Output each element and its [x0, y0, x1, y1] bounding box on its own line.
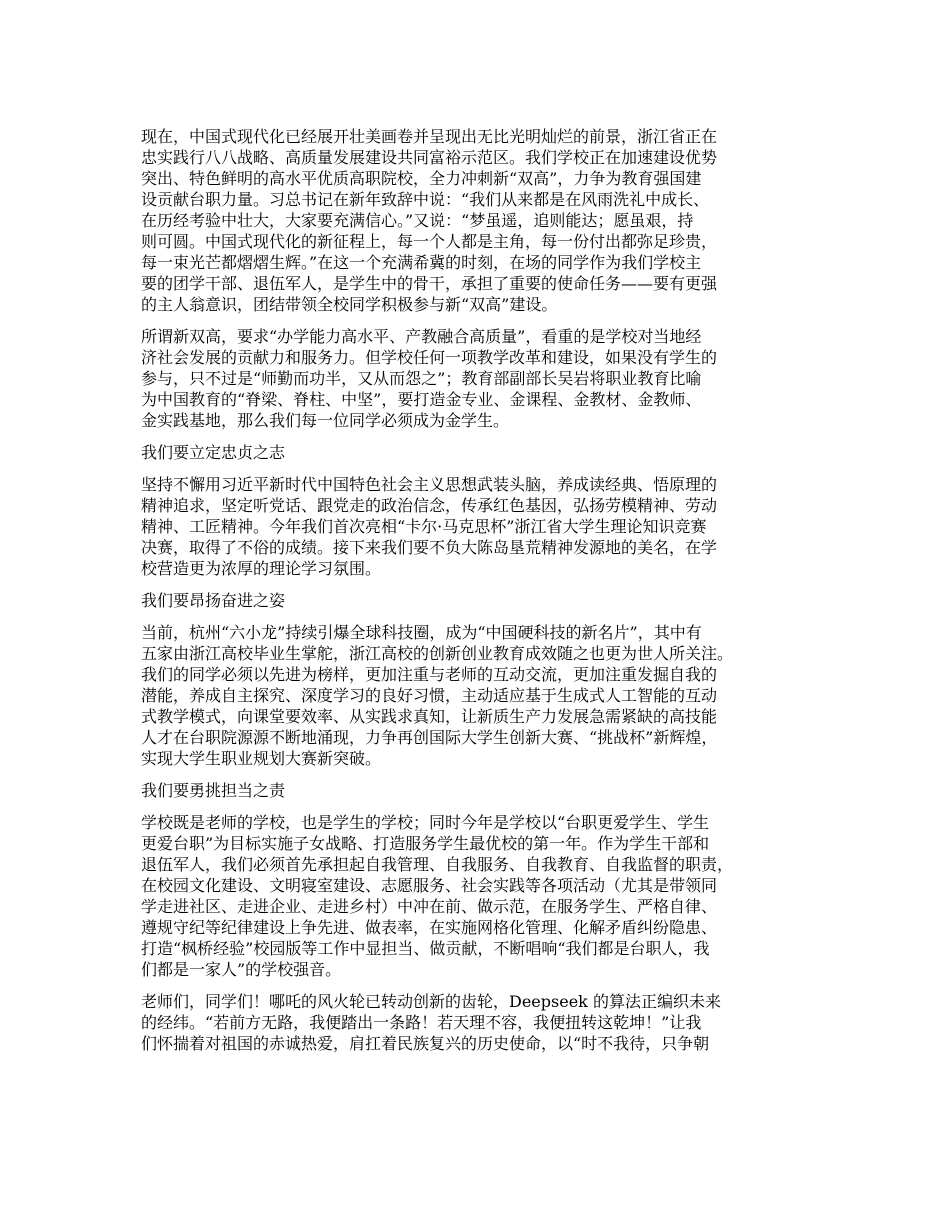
text-line: 我们的同学必须以先进为榜样，更加注重与老师的互动交流，更加注重发掘自我的: [141, 665, 718, 684]
text-line: 更爱台职”为目标实施子女战略、打造服务学生最优校的第一年。作为学生干部和: [141, 834, 710, 853]
heading-text: 我们要昂扬奋进之姿: [141, 591, 286, 610]
text-line: 忠实践行八八战略、高质量发展建设共同富裕示范区。我们学校正在加速建设优势: [141, 148, 718, 167]
text-line: 济社会发展的贡献力和服务力。但学校任何一项教学改革和建设，如果没有学生的: [141, 348, 718, 367]
text-line: 突出、特色鲜明的高水平优质高职院校，全力冲刺新“双高”，力争为教育强国建: [141, 169, 702, 188]
section-heading-striving: [141, 590, 831, 611]
text-line: 五家由浙江高校毕业生掌舵，浙江高校的创新创业教育成效随之也更为世人所关注。: [141, 644, 734, 663]
text-line: 的主人翁意识，团结带领全校同学积极参与新“双高”建设。: [141, 295, 558, 314]
paragraph-closing: [141, 991, 831, 1054]
text-line: 坚持不懈用习近平新时代中国特色社会主义思想武装头脑，养成读经典、悟原理的: [141, 475, 718, 494]
text-line: 校营造更为浓厚的理论学习氛围。: [141, 559, 382, 578]
text-line: 在历经考验中壮大，大家要充满信心。”又说：“梦虽遥，追则能达；愿虽艰，持: [141, 211, 694, 230]
text-line: 要的团学干部、退伍军人，是学生中的骨干，承担了重要的使命任务——要有更强: [141, 274, 718, 293]
text-line: 学校既是老师的学校，也是学生的学校；同时今年是学校以“台职更爱学生、学生: [141, 813, 710, 832]
text-line: 当前，杭州“六小龙”持续引爆全球科技圈，成为“中国硬科技的新名片”，其中有: [141, 623, 702, 642]
text-line: 精神、工匠精神。今年我们首次亮相“卡尔·马克思杯”浙江省大学生理论知识竞赛: [141, 517, 707, 536]
text-line: 退伍军人，我们必须首先承担起自我管理、自我服务、自我教育、自我监督的职责，: [141, 855, 734, 874]
section-heading-responsibility: [141, 780, 831, 801]
text-line: 的经纬。“若前方无路，我便踏出一条路！若天理不容，我便扭转这乾坤！”让我: [141, 1013, 702, 1032]
text-line: 老师们，同学们！哪吒的风火轮已转动创新的齿轮，Deepseek 的算法正编织未来: [141, 992, 721, 1011]
paragraph-new-double-high: [141, 326, 831, 431]
text-line: 每一束光芒都熠熠生辉。”在这一个充满希冀的时刻，在场的同学作为我们学校主: [141, 253, 702, 272]
text-line: 为中国教育的“脊梁、脊柱、中坚”，要打造金专业、金课程、金教材、金教师、: [141, 390, 702, 409]
text-line: 所谓新双高，要求“办学能力高水平、产教融合高质量”，看重的是学校对当地经: [141, 327, 702, 346]
text-line: 人才在台职院源源不断地涌现，力争再创国际大学生创新大赛、“挑战杯”新辉煌，: [141, 728, 718, 747]
paragraph-responsibility: [141, 812, 831, 980]
heading-text: 我们要勇挑担当之责: [141, 781, 286, 800]
text-line: 打造“枫桥经验”校园版等工作中显担当、做贡献，不断唱响“我们都是台职人，我: [141, 939, 710, 958]
heading-text: 我们要立定忠贞之志: [141, 443, 286, 462]
text-line: 们怀揣着对祖国的赤诚热爱，肩扛着民族复兴的历史使命，以“时不我待，只争朝: [141, 1034, 710, 1053]
paragraph-intro: [141, 126, 831, 315]
text-line: 现在，中国式现代化已经展开壮美画卷并呈现出无比光明灿烂的前景，浙江省正在: [141, 127, 718, 146]
text-line: 们都是一家人”的学校强音。: [141, 960, 342, 979]
text-line: 遵规守纪等纪律建设上争先进、做表率，在实施网格化管理、化解矛盾纠纷隐患、: [141, 918, 718, 937]
text-line: 参与，只不过是“师勤而功半，又从而怨之”；教育部副部长吴岩将职业教育比喻: [141, 369, 702, 388]
paragraph-loyalty: [141, 474, 831, 579]
text-line: 实现大学生职业规划大赛新突破。: [141, 749, 382, 768]
text-line: 金实践基地，那么我们每一位同学必须成为金学生。: [141, 411, 510, 430]
text-line: 则可圆。中国式现代化的新征程上，每一个人都是主角，每一份付出都弥足珍贵，: [141, 232, 718, 251]
text-line: 决赛，取得了不俗的成绩。接下来我们要不负大陈岛垦荒精神发源地的美名，在学: [141, 538, 718, 557]
section-heading-loyalty: [141, 442, 831, 463]
text-line: 潜能，养成自主探究、深度学习的良好习惯，主动适应基于生成式人工智能的互动: [141, 686, 718, 705]
paragraph-striving: [141, 622, 831, 769]
text-line: 学走进社区、走进企业、走进乡村）中冲在前、做示范，在服务学生、严格自律、: [141, 897, 718, 916]
text-line: 式教学模式，向课堂要效率、从实践求真知，让新质生产力发展急需紧缺的高技能: [141, 707, 718, 726]
document-body: [141, 126, 831, 1065]
text-line: 精神追求，坚定听党话、跟党走的政治信念，传承红色基因，弘扬劳模精神、劳动: [141, 496, 718, 515]
text-line: 设贡献台职力量。习总书记在新年致辞中说：“我们从来都是在风雨洗礼中成长、: [141, 190, 710, 209]
text-line: 在校园文化建设、文明寝室建设、志愿服务、社会实践等各项活动（尤其是带领同: [141, 876, 718, 895]
